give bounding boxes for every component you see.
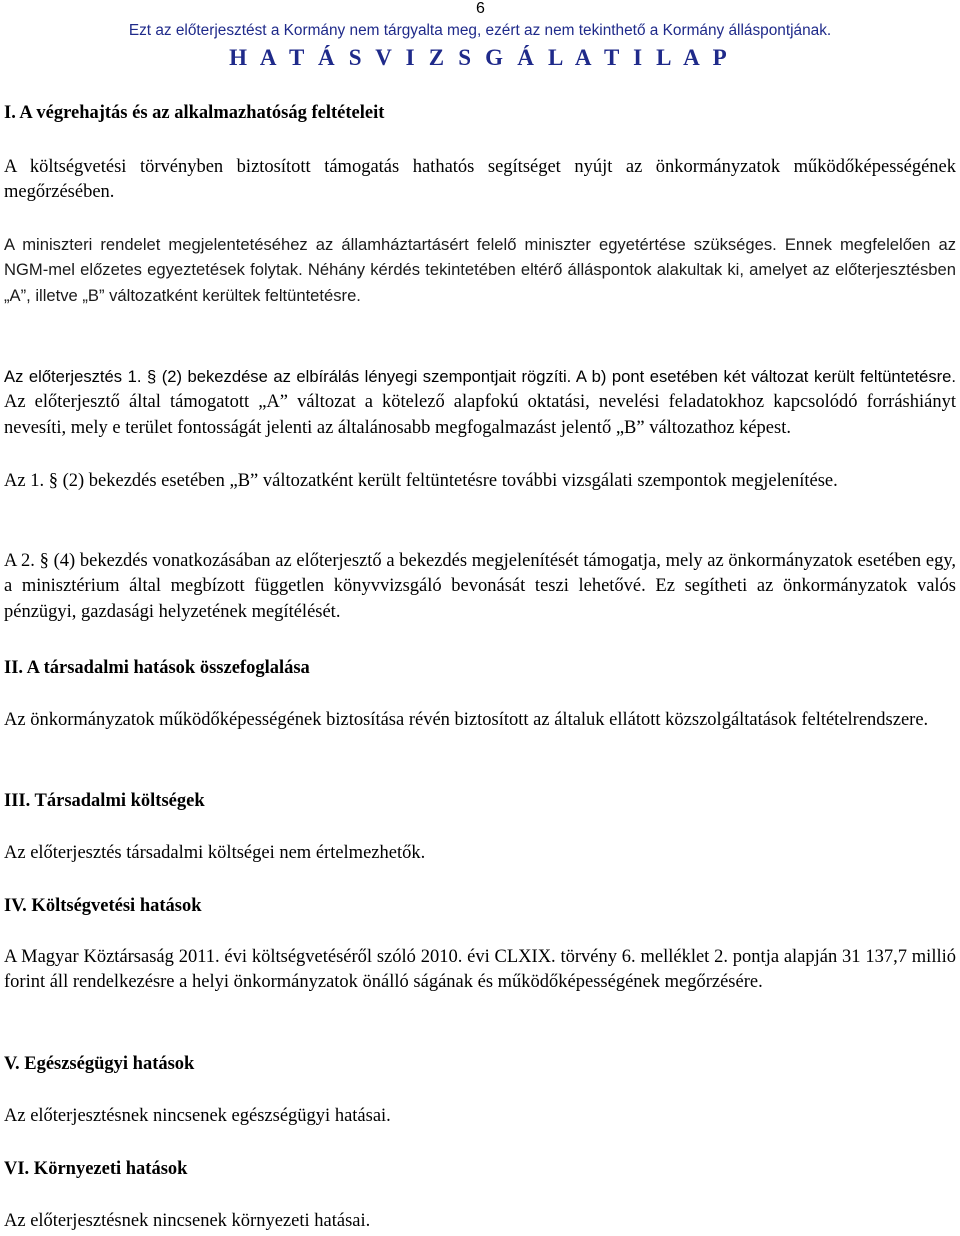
paragraph-article-1-2-variant-b: Az 1. § (2) bekezdés esetében „B” változatként került feltüntetésre további vizsgálati szempontok megjelenítése.: [4, 471, 838, 491]
paragraph-budget-impacts: A Magyar Köztársaság 2011. évi költségvetéséről szóló 2010. évi CLXIX. törvény 6. melléklet 2. pontja alapján 31 137,7 millió forint áll rendelkezésre a helyi önkormányzatok önálló ságának és működőképességének megőrzésére.: [4, 947, 956, 993]
paragraph-ministerial-decree: A miniszteri rendelet megjelentetéséhez az államháztartásért felelő miniszter egyetértése szükséges. Ennek megfelelően az NGM-mel előzetes egyeztetések folytak. Néhány kérdés tekintetében eltérő álláspontok alakultak ki, amelyet az előterjesztésben „A”, illetve „B” változatként kerültek feltüntetésre.: [4, 235, 956, 305]
paragraph-article-1-2: [4, 364, 956, 441]
article-1-2-text-a: Az előterjesztés 1. § (2) bekezdése az elbírálás lényegi szempontjait rögzíti. A b) pont esetében két változat került feltüntetésre.: [4, 367, 956, 386]
section-heading-5: V. Egészségügyi hatások: [4, 1054, 195, 1074]
page-number: 6: [476, 0, 485, 17]
paragraph-health-impacts: Az előterjesztésnek nincsenek egészségügyi hatásai.: [4, 1106, 391, 1126]
section-heading-3: III. Társadalmi költségek: [4, 791, 205, 811]
paragraph-budget-support: A költségvetési törvényben biztosított támogatás hathatós segítséget nyújt az önkormányzatok működőképességének megőrzésében.: [4, 157, 956, 203]
paragraph-social-costs: Az előterjesztés társadalmi költségei nem értelmezhetők.: [4, 843, 426, 863]
paragraph-article-2-4: A 2. § (4) bekezdés vonatkozásában az előterjesztő a bekezdés megjelenítését támogatja, mely az önkormányzatok esetében egy, a minisztérium által megbízott független könyvvizsgáló bevonását teszi lehetővé. Ez segítheti az önkormányzatok valós pénzügyi, gazdasági helyzetének megítélését.: [4, 551, 956, 622]
section-heading-2: II. A társadalmi hatások összefoglalása: [4, 658, 310, 678]
paragraph-social-impacts: Az önkormányzatok működőképességének biztosítása révén biztosított az általuk ellátott közszolgáltatások feltételrendszere.: [4, 710, 929, 730]
section-heading-1: I. A végrehajtás és az alkalmazhatóság feltételeit: [4, 103, 385, 123]
government-notice: Ezt az előterjesztést a Kormány nem tárgyalta meg, ezért az nem tekinthető a Kormány álláspontjának.: [128, 22, 832, 39]
article-1-2-text-b: Az előterjesztő által támogatott „A” változat a kötelező alapfokú oktatási, nevelési feladatokhoz kapcsolódó forráshiányt nevesíti, mely e terület fontosságát jelenti az általánosabb megfogalmazást jelentő „B” változathoz képest.: [4, 392, 956, 438]
section-heading-4: IV. Költségvetési hatások: [4, 896, 202, 916]
paragraph-environmental-impacts: Az előterjesztésnek nincsenek környezeti hatásai.: [4, 1211, 371, 1231]
form-title: H A T Á S V I Z S G Á L A T I L A P: [229, 45, 731, 70]
section-heading-6: VI. Környezeti hatások: [4, 1159, 188, 1179]
